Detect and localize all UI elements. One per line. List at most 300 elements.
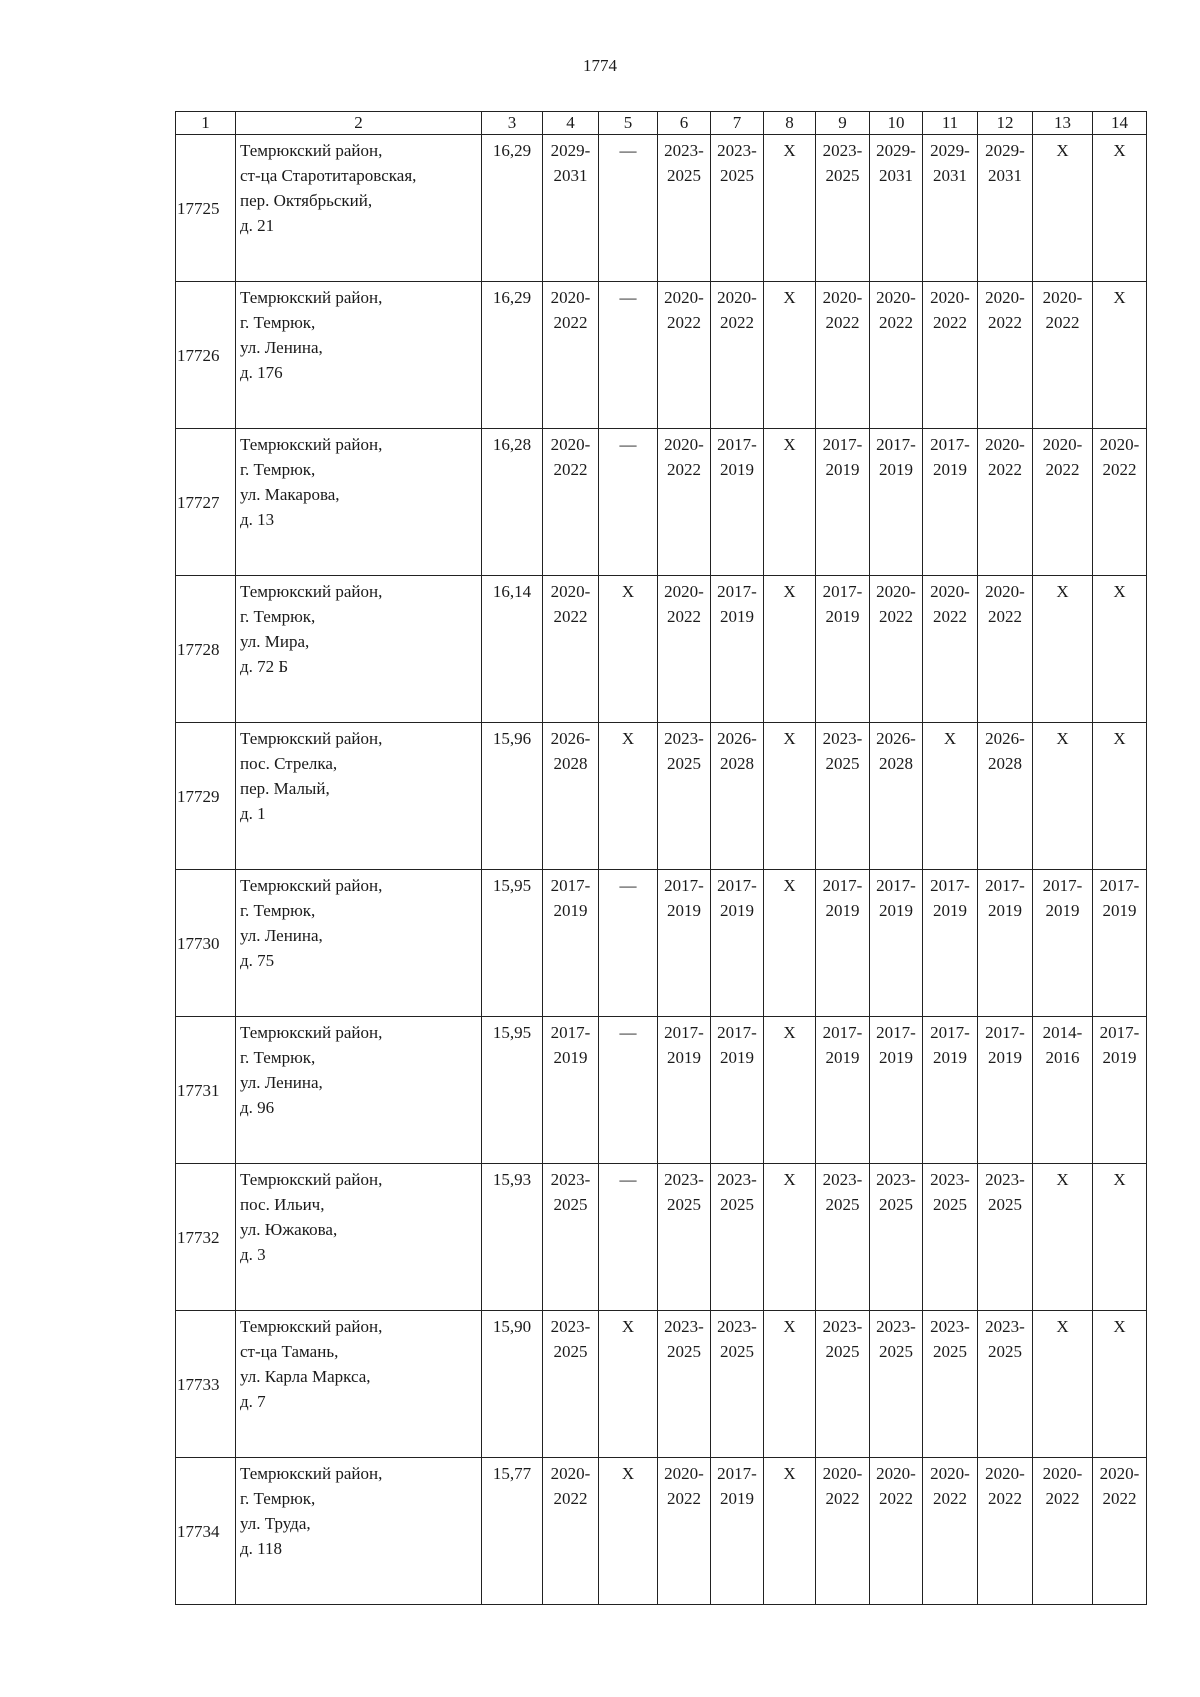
period-line: 2017- (985, 876, 1025, 895)
period-line: 2022 (1102, 460, 1137, 479)
period-cell-col-6 (658, 870, 711, 1017)
period-line: 2017- (822, 435, 863, 454)
address-line: Темрюкский район, (240, 1170, 383, 1189)
period-line: 2022 (825, 1489, 860, 1508)
period-cell-col-5 (599, 576, 658, 723)
period-line: 2019 (553, 1048, 588, 1067)
period-line: 2019 (1102, 1048, 1137, 1067)
period-line: X (1056, 1317, 1069, 1336)
period-line: 2020- (664, 582, 704, 601)
period-cell-col-8 (764, 429, 816, 576)
period-line: X (1056, 141, 1069, 160)
period-cell-col-8 (764, 1458, 816, 1605)
period-line: 2019 (1102, 901, 1137, 920)
header-row (176, 112, 1147, 135)
address-line: Темрюкский район, (240, 876, 383, 895)
period-line: 2023- (822, 1317, 863, 1336)
table-row (176, 723, 1147, 870)
period-cell-col-14 (1093, 429, 1147, 576)
address-line: Темрюкский район, (240, 1023, 383, 1042)
period-cell-col-7 (711, 282, 764, 429)
period-line: 2017- (664, 1023, 704, 1042)
period-cell-col-6 (658, 723, 711, 870)
period-line: X (783, 1464, 796, 1483)
address-line: д. 21 (240, 216, 275, 235)
period-cell-col-10 (870, 1017, 923, 1164)
period-cell-col-8 (764, 870, 816, 1017)
address-cell (236, 1017, 482, 1164)
period-line: 2023- (876, 1317, 916, 1336)
period-cell-col-8 (764, 1311, 816, 1458)
address-line: Темрюкский район, (240, 729, 383, 748)
area-cell: 15,96 (482, 723, 543, 870)
period-line: X (783, 582, 796, 601)
area-cell: 16,29 (482, 282, 543, 429)
period-line: 2017- (717, 582, 757, 601)
period-cell-col-10 (870, 1458, 923, 1605)
period-line: 2022 (720, 313, 754, 332)
period-line: 2017- (876, 1023, 916, 1042)
period-line: 2017- (822, 876, 863, 895)
period-line: 2020- (876, 288, 916, 307)
column-header-9: 9 (816, 112, 870, 135)
address-line: г. Темрюк, (240, 901, 316, 920)
period-line: X (621, 729, 635, 748)
period-cell-col-4 (543, 429, 599, 576)
area-cell: 15,90 (482, 1311, 543, 1458)
period-line: 2023- (664, 1317, 704, 1336)
row-number: 17726 (176, 282, 236, 429)
area-cell: 16,14 (482, 576, 543, 723)
period-line: 2020- (550, 1464, 591, 1483)
address-line: д. 72 Б (240, 657, 289, 676)
period-line: 2023- (822, 141, 863, 160)
period-line: X (621, 1464, 635, 1483)
period-cell-col-6 (658, 1017, 711, 1164)
period-line: 2020- (930, 1464, 970, 1483)
period-cell-col-9 (816, 1164, 870, 1311)
period-line: 2025 (553, 1195, 588, 1214)
address-cell (236, 1311, 482, 1458)
area-cell: 15,93 (482, 1164, 543, 1311)
period-line: — (619, 876, 637, 895)
period-line: X (1056, 582, 1069, 601)
period-cell-col-11 (923, 723, 978, 870)
period-line: 2028 (720, 754, 754, 773)
period-line: 2025 (825, 166, 860, 185)
period-line: 2023- (717, 1170, 757, 1189)
period-line: 2025 (667, 166, 701, 185)
address-cell (236, 870, 482, 1017)
period-cell-col-12 (978, 723, 1033, 870)
period-line: 2023- (664, 729, 704, 748)
period-line: 2022 (1102, 1489, 1137, 1508)
period-cell-col-7 (711, 576, 764, 723)
period-cell-col-7 (711, 135, 764, 282)
table-row (176, 282, 1147, 429)
period-line: 2028 (553, 754, 588, 773)
address-line: г. Темрюк, (240, 1489, 316, 1508)
period-cell-col-7 (711, 723, 764, 870)
period-line: 2022 (553, 460, 588, 479)
period-line: X (1056, 1170, 1069, 1189)
period-line: 2023- (930, 1170, 970, 1189)
period-line: 2022 (1045, 460, 1080, 479)
period-line: 2023- (664, 1170, 704, 1189)
period-line: 2019 (825, 460, 860, 479)
period-line: 2014- (1042, 1023, 1083, 1042)
period-line: 2019 (825, 1048, 860, 1067)
period-line: — (619, 141, 637, 160)
period-line: 2025 (667, 1195, 701, 1214)
period-cell-col-11 (923, 1164, 978, 1311)
period-line: 2031 (553, 166, 588, 185)
period-line: 2022 (879, 607, 913, 626)
period-line: X (783, 435, 796, 454)
period-cell-col-8 (764, 1164, 816, 1311)
period-line: 2020- (822, 1464, 863, 1483)
row-number: 17728 (176, 576, 236, 723)
period-line: 2022 (667, 607, 701, 626)
period-line: 2017- (930, 1023, 970, 1042)
address-cell (236, 576, 482, 723)
period-line: 2020- (876, 1464, 916, 1483)
table-row (176, 1164, 1147, 1311)
column-header-11: 11 (923, 112, 978, 135)
period-cell-col-12 (978, 135, 1033, 282)
period-cell-col-9 (816, 429, 870, 576)
address-line: Темрюкский район, (240, 141, 383, 160)
period-line: 2022 (667, 313, 701, 332)
address-line: г. Темрюк, (240, 460, 316, 479)
period-cell-col-4 (543, 723, 599, 870)
period-line: 2020- (1042, 1464, 1083, 1483)
period-cell-col-9 (816, 1311, 870, 1458)
period-line: X (1113, 141, 1126, 160)
address-cell (236, 282, 482, 429)
period-line: X (1113, 1317, 1126, 1336)
period-cell-col-4 (543, 1458, 599, 1605)
period-cell-col-7 (711, 1458, 764, 1605)
period-line: 2023- (985, 1317, 1025, 1336)
period-line: 2031 (933, 166, 967, 185)
period-line: 2025 (825, 754, 860, 773)
period-line: X (783, 1317, 796, 1336)
period-line: 2025 (879, 1342, 913, 1361)
period-line: 2028 (879, 754, 913, 773)
period-cell-col-9 (816, 870, 870, 1017)
period-cell-col-11 (923, 576, 978, 723)
period-cell-col-8 (764, 576, 816, 723)
period-cell-col-6 (658, 1164, 711, 1311)
row-number: 17733 (176, 1311, 236, 1458)
period-cell-col-13 (1033, 1311, 1093, 1458)
period-line: 2031 (988, 166, 1022, 185)
period-cell-col-7 (711, 1164, 764, 1311)
period-line: 2023- (930, 1317, 970, 1336)
period-line: 2026- (717, 729, 757, 748)
address-line: ул. Мира, (240, 632, 310, 651)
period-cell-col-4 (543, 1017, 599, 1164)
period-line: 2020- (550, 582, 591, 601)
period-line: 2019 (988, 901, 1022, 920)
address-line: Темрюкский район, (240, 582, 383, 601)
period-cell-col-5 (599, 429, 658, 576)
period-line: 2019 (825, 901, 860, 920)
period-line: 2022 (879, 1489, 913, 1508)
period-line: 2017- (717, 876, 757, 895)
period-line: 2022 (553, 313, 588, 332)
period-cell-col-10 (870, 429, 923, 576)
period-line: 2025 (720, 1195, 754, 1214)
period-cell-col-12 (978, 429, 1033, 576)
period-cell-col-4 (543, 870, 599, 1017)
period-line: 2025 (825, 1342, 860, 1361)
row-number: 17725 (176, 135, 236, 282)
period-line: 2020- (717, 288, 757, 307)
page-number: 1774 (583, 56, 617, 75)
column-header-6: 6 (658, 112, 711, 135)
period-line: 2017- (822, 1023, 863, 1042)
period-line: 2020- (1099, 435, 1140, 454)
period-line: 2017- (1042, 876, 1083, 895)
period-line: 2019 (825, 607, 860, 626)
period-line: 2022 (933, 607, 967, 626)
period-line: 2029- (550, 141, 591, 160)
period-cell-col-10 (870, 282, 923, 429)
period-line: — (619, 288, 637, 307)
period-line: 2023- (550, 1317, 591, 1336)
period-line: 2022 (553, 1489, 588, 1508)
period-line: 2019 (667, 1048, 701, 1067)
period-cell-col-11 (923, 282, 978, 429)
row-number: 17731 (176, 1017, 236, 1164)
address-line: Темрюкский район, (240, 1317, 383, 1336)
column-header-1: 1 (176, 112, 236, 135)
period-cell-col-4 (543, 1311, 599, 1458)
address-cell (236, 429, 482, 576)
period-cell-col-10 (870, 723, 923, 870)
address-line: пос. Ильич, (240, 1195, 325, 1214)
period-line: 2023- (717, 1317, 757, 1336)
period-cell-col-10 (870, 576, 923, 723)
period-line: 2017- (985, 1023, 1025, 1042)
period-cell-col-5 (599, 1164, 658, 1311)
period-cell-col-4 (543, 1164, 599, 1311)
row-number: 17727 (176, 429, 236, 576)
period-cell-col-5 (599, 1311, 658, 1458)
period-line: 2022 (667, 1489, 701, 1508)
address-line: пос. Стрелка, (240, 754, 338, 773)
period-cell-col-5 (599, 135, 658, 282)
period-cell-col-9 (816, 1458, 870, 1605)
address-line: д. 1 (240, 804, 266, 823)
period-line: 2022 (988, 1489, 1022, 1508)
address-line: д. 96 (240, 1098, 275, 1117)
period-cell-col-12 (978, 1017, 1033, 1164)
period-cell-col-6 (658, 576, 711, 723)
period-line: 2020- (930, 288, 970, 307)
period-line: 2020- (985, 1464, 1025, 1483)
address-cell (236, 1164, 482, 1311)
table-row (176, 1017, 1147, 1164)
period-line: — (619, 435, 637, 454)
period-line: 2019 (879, 460, 913, 479)
period-cell-col-7 (711, 1311, 764, 1458)
row-number: 17734 (176, 1458, 236, 1605)
period-line: 2020- (985, 288, 1025, 307)
address-line: Темрюкский район, (240, 1464, 383, 1483)
period-line: 2019 (879, 1048, 913, 1067)
period-line: 2020- (664, 288, 704, 307)
period-line: 2019 (988, 1048, 1022, 1067)
period-cell-col-14 (1093, 723, 1147, 870)
period-line: 2020- (1042, 288, 1083, 307)
period-line: 2020- (822, 288, 863, 307)
period-line: 2029- (985, 141, 1025, 160)
period-line: 2022 (879, 313, 913, 332)
table-row (176, 576, 1147, 723)
period-cell-col-14 (1093, 576, 1147, 723)
address-line: Темрюкский район, (240, 288, 383, 307)
period-line: 2017- (930, 435, 970, 454)
period-line: 2025 (933, 1342, 967, 1361)
period-line: X (1113, 1170, 1126, 1189)
period-cell-col-4 (543, 135, 599, 282)
address-line: д. 176 (240, 363, 283, 382)
period-line: 2025 (553, 1342, 588, 1361)
period-cell-col-5 (599, 1458, 658, 1605)
period-line: 2025 (720, 1342, 754, 1361)
period-cell-col-13 (1033, 1017, 1093, 1164)
period-line: 2022 (933, 1489, 967, 1508)
address-line: г. Темрюк, (240, 1048, 316, 1067)
period-cell-col-8 (764, 135, 816, 282)
period-line: 2029- (930, 141, 970, 160)
period-line: 2025 (720, 166, 754, 185)
table-row (176, 1311, 1147, 1458)
period-line: X (943, 729, 957, 748)
period-line: 2020- (550, 288, 591, 307)
period-line: 2022 (988, 460, 1022, 479)
column-header-8: 8 (764, 112, 816, 135)
period-line: 2017- (930, 876, 970, 895)
period-line: 2026- (985, 729, 1025, 748)
period-line: 2019 (720, 1489, 754, 1508)
period-line: 2020- (985, 435, 1025, 454)
period-cell-col-9 (816, 282, 870, 429)
period-cell-col-4 (543, 282, 599, 429)
period-cell-col-6 (658, 1458, 711, 1605)
period-line: 2017- (1099, 1023, 1140, 1042)
address-line: ул. Макарова, (240, 485, 340, 504)
period-line: X (621, 1317, 635, 1336)
column-header-2: 2 (236, 112, 482, 135)
period-line: X (783, 141, 796, 160)
period-cell-col-13 (1033, 135, 1093, 282)
period-cell-col-9 (816, 1017, 870, 1164)
period-line: 2019 (720, 607, 754, 626)
period-line: 2019 (933, 1048, 967, 1067)
period-line: 2019 (720, 1048, 754, 1067)
period-line: X (783, 1170, 796, 1189)
period-line: 2019 (720, 901, 754, 920)
address-line: пер. Малый, (240, 779, 330, 798)
period-line: 2019 (1045, 901, 1080, 920)
period-cell-col-9 (816, 723, 870, 870)
period-line: X (1056, 729, 1069, 748)
period-line: X (1113, 582, 1126, 601)
period-cell-col-8 (764, 723, 816, 870)
period-line: 2017- (717, 1464, 757, 1483)
period-line: 2020- (664, 435, 704, 454)
table-row (176, 1458, 1147, 1605)
period-cell-col-7 (711, 429, 764, 576)
period-line: 2025 (667, 754, 701, 773)
period-line: 2031 (879, 166, 913, 185)
period-line: X (621, 582, 635, 601)
period-cell-col-5 (599, 1017, 658, 1164)
period-line: 2025 (825, 1195, 860, 1214)
period-line: 2022 (1045, 313, 1080, 332)
period-cell-col-14 (1093, 135, 1147, 282)
period-cell-col-6 (658, 282, 711, 429)
period-cell-col-5 (599, 870, 658, 1017)
period-line: 2017- (822, 582, 863, 601)
period-cell-col-12 (978, 870, 1033, 1017)
area-cell: 15,95 (482, 1017, 543, 1164)
address-line: ул. Труда, (240, 1514, 311, 1533)
period-cell-col-7 (711, 870, 764, 1017)
period-cell-col-6 (658, 429, 711, 576)
period-line: 2017- (664, 876, 704, 895)
column-header-4: 4 (543, 112, 599, 135)
period-cell-col-13 (1033, 282, 1093, 429)
area-cell: 15,95 (482, 870, 543, 1017)
table-row (176, 429, 1147, 576)
address-line: д. 13 (240, 510, 275, 529)
period-line: 2022 (667, 460, 701, 479)
period-cell-col-13 (1033, 723, 1093, 870)
address-line: г. Темрюк, (240, 607, 316, 626)
period-line: X (783, 1023, 796, 1042)
period-line: 2019 (933, 901, 967, 920)
address-line: ул. Карла Маркса, (240, 1367, 371, 1386)
period-cell-col-12 (978, 1311, 1033, 1458)
address-cell (236, 723, 482, 870)
period-line: X (1113, 288, 1126, 307)
period-cell-col-5 (599, 282, 658, 429)
address-cell (236, 135, 482, 282)
period-line: 2026- (876, 729, 916, 748)
period-line: 2020- (930, 582, 970, 601)
period-line: 2017- (550, 1023, 591, 1042)
period-cell-col-12 (978, 576, 1033, 723)
period-line: 2020- (876, 582, 916, 601)
period-line: — (619, 1023, 637, 1042)
period-line: 2020- (664, 1464, 704, 1483)
period-cell-col-6 (658, 1311, 711, 1458)
period-line: 2017- (717, 1023, 757, 1042)
period-cell-col-13 (1033, 429, 1093, 576)
period-cell-col-11 (923, 1458, 978, 1605)
period-line: 2023- (985, 1170, 1025, 1189)
period-line: 2022 (988, 607, 1022, 626)
period-cell-col-13 (1033, 1164, 1093, 1311)
area-cell: 16,29 (482, 135, 543, 282)
column-header-13: 13 (1033, 112, 1093, 135)
period-cell-col-9 (816, 576, 870, 723)
